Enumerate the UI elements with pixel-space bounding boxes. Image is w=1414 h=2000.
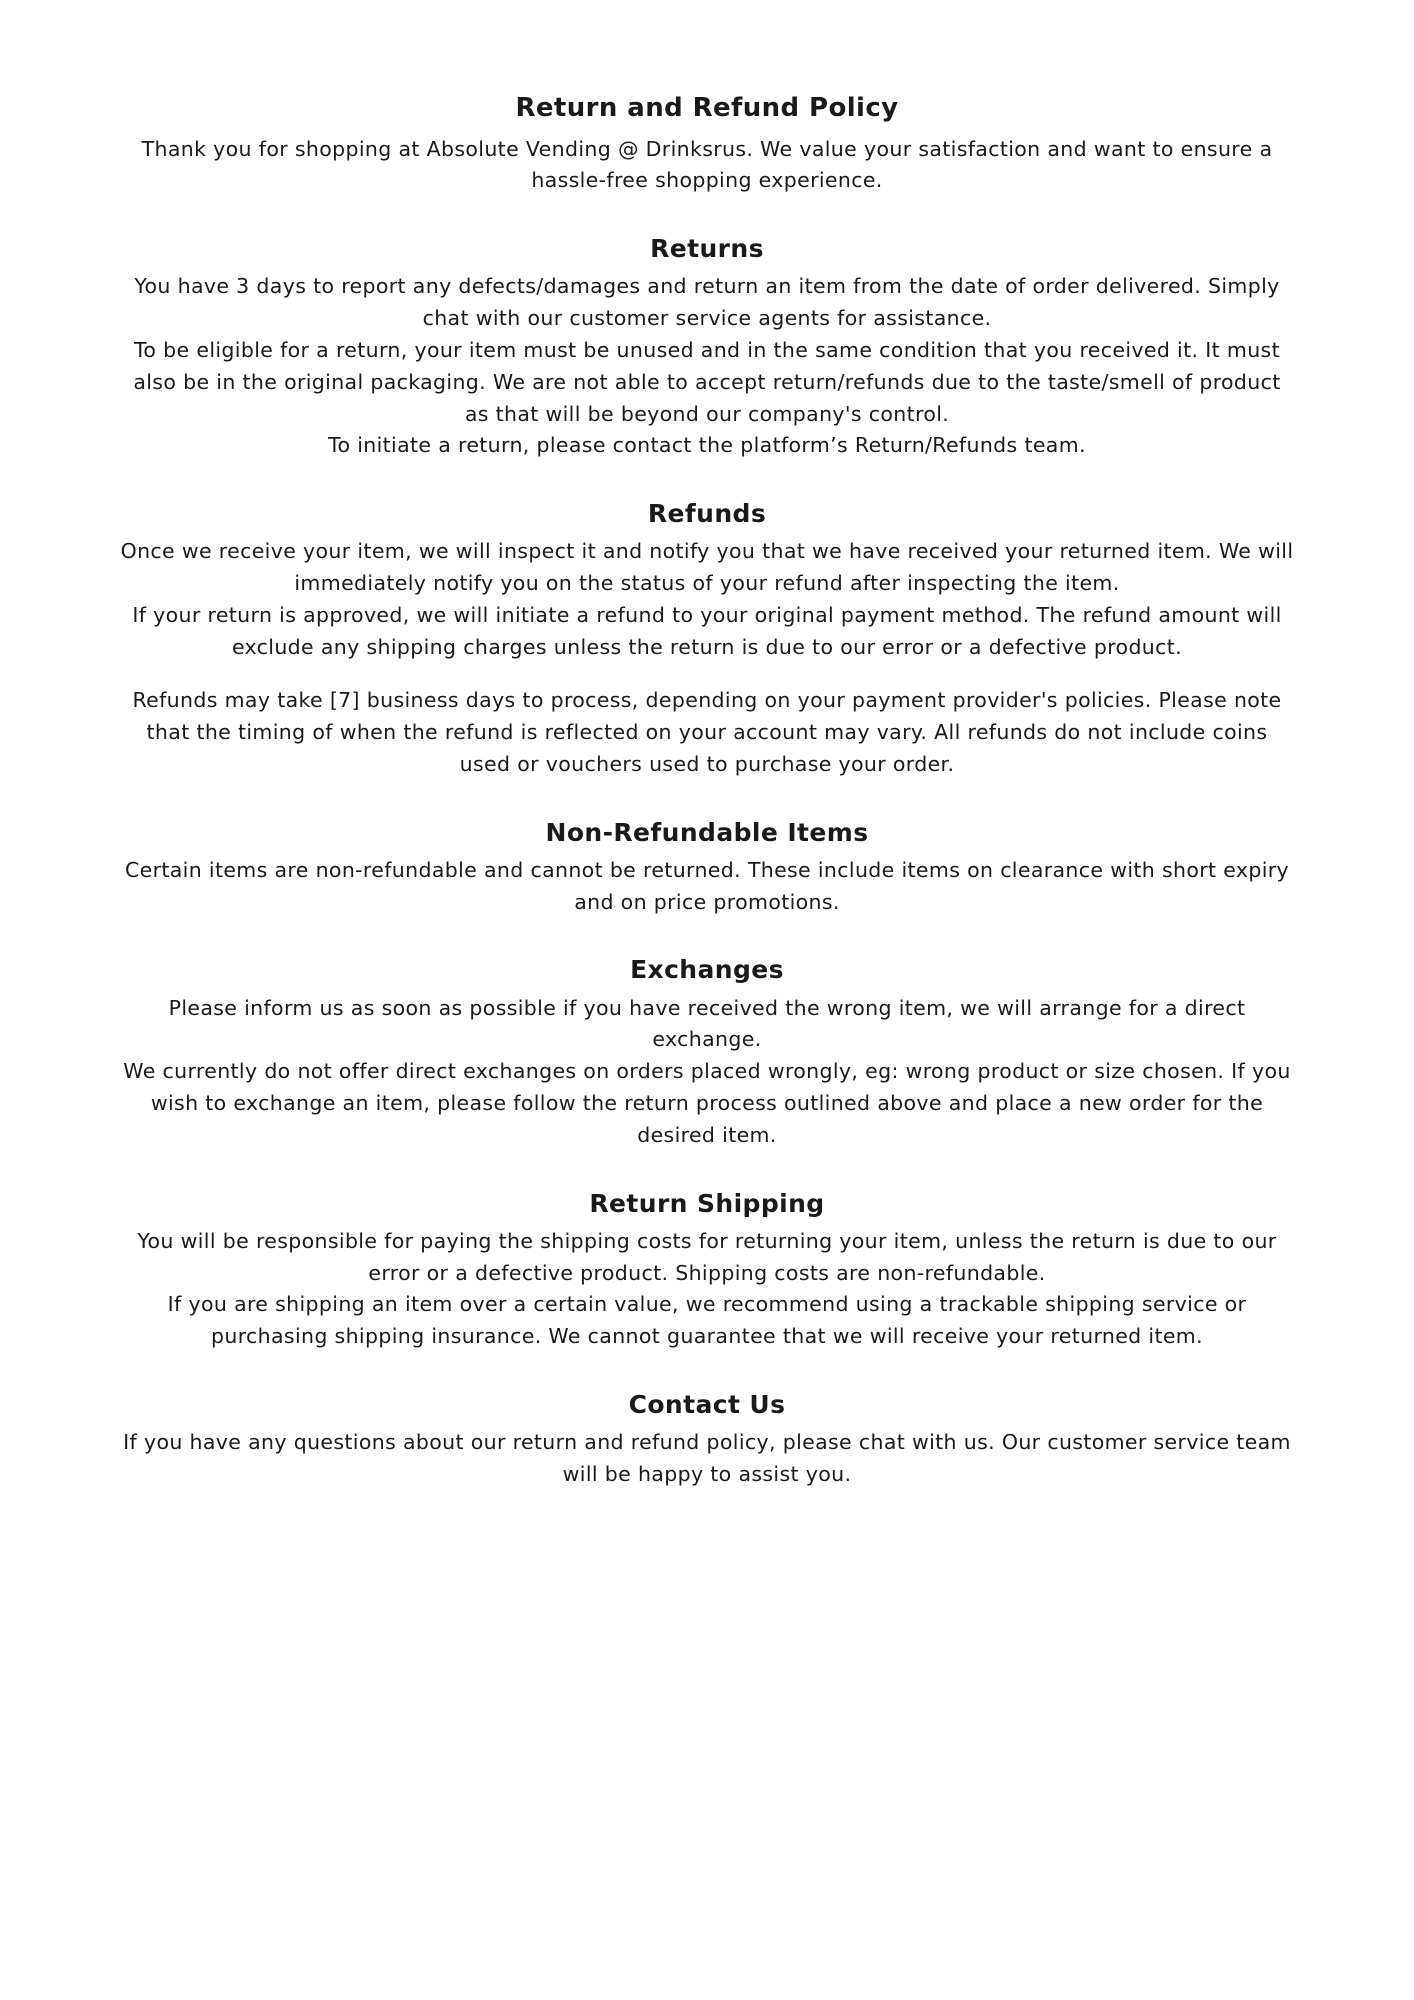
spacer xyxy=(110,918,1304,952)
section-heading-non-refundable-items: Non-Refundable Items xyxy=(545,817,869,847)
paragraph: If you have any questions about our return and refund policy, please chat with us. Our customer service team will be happy to assist you. xyxy=(123,1430,1291,1486)
paragraph: If you are shipping an item over a certain value, we recommend using a trackable shipping service or purchasing shipping insurance. We cannot guarantee that we will receive your returned item. xyxy=(167,1292,1247,1349)
section-heading-exchanges: Exchanges xyxy=(630,955,784,985)
paragraph: Please inform us as soon as possible if you have received the wrong item, we will arrange for a direct exchange. xyxy=(168,995,1246,1052)
paragraph: Refunds may take [7] business days to process, depending on your payment provider's policies. Please note that the timing of when the refund is reflected on your account may vary. All refunds do not include coins used or vouchers used to purchase your order. xyxy=(132,688,1282,776)
spacer xyxy=(110,663,1304,685)
section-heading-refunds: Refunds xyxy=(647,499,767,529)
spacer xyxy=(110,1353,1304,1387)
paragraph: Once we receive your item, we will inspect it and notify you that we have received your returned item. We will immediately notify you on the status of your refund after inspecting the item. xyxy=(120,539,1294,596)
paragraph: If your return is approved, we will initiate a refund to your original payment method. The refund amount will exclude any shipping charges unless the return is due to our error or a defective product. xyxy=(132,602,1282,659)
section-refunds xyxy=(110,496,1304,781)
paragraph: You will be responsible for paying the shipping costs for returning your item, unless the return is due to our error or a defective product. Shipping costs are non-refundable. xyxy=(137,1228,1277,1285)
section-non-refundable-items xyxy=(110,815,1304,919)
spacer xyxy=(110,197,1304,231)
paragraph: We currently do not offer direct exchanges on orders placed wrongly, eg: wrong product or size chosen. If you wish to exchange an item, please follow the return process outlined above and place a new order for the desired item. xyxy=(123,1059,1291,1147)
section-contact-us xyxy=(110,1387,1304,1491)
section-return-shipping xyxy=(110,1186,1304,1353)
spacer xyxy=(110,1152,1304,1186)
paragraph: To initiate a return, please contact the platform’s Return/Refunds team. xyxy=(328,433,1086,458)
spacer xyxy=(110,781,1304,815)
spacer xyxy=(110,462,1304,496)
section-heading-return-shipping: Return Shipping xyxy=(589,1188,825,1218)
section-exchanges xyxy=(110,952,1304,1151)
page-title: Return and Refund Policy xyxy=(515,93,899,123)
paragraph: Certain items are non-refundable and cannot be returned. These include items on clearance with short expiry and on price promotions. xyxy=(124,857,1290,914)
intro-paragraph: Thank you for shopping at Absolute Vending @ Drinksrus. We value your satisfaction and want to ensure a hassle-free shopping experience. xyxy=(141,136,1273,193)
paragraph: You have 3 days to report any defects/damages and return an item from the date of order delivered. Simply chat with our customer service agents for assistance. xyxy=(134,274,1280,331)
section-heading-returns: Returns xyxy=(650,234,764,264)
section-heading-contact-us: Contact Us xyxy=(628,1389,786,1419)
section-returns xyxy=(110,231,1304,462)
paragraph: To be eligible for a return, your item must be unused and in the same condition that you received it. It must also be in the original packaging. We are not able to accept return/refunds due to the taste/smell of product as that will be beyond our company's control. xyxy=(133,338,1281,426)
